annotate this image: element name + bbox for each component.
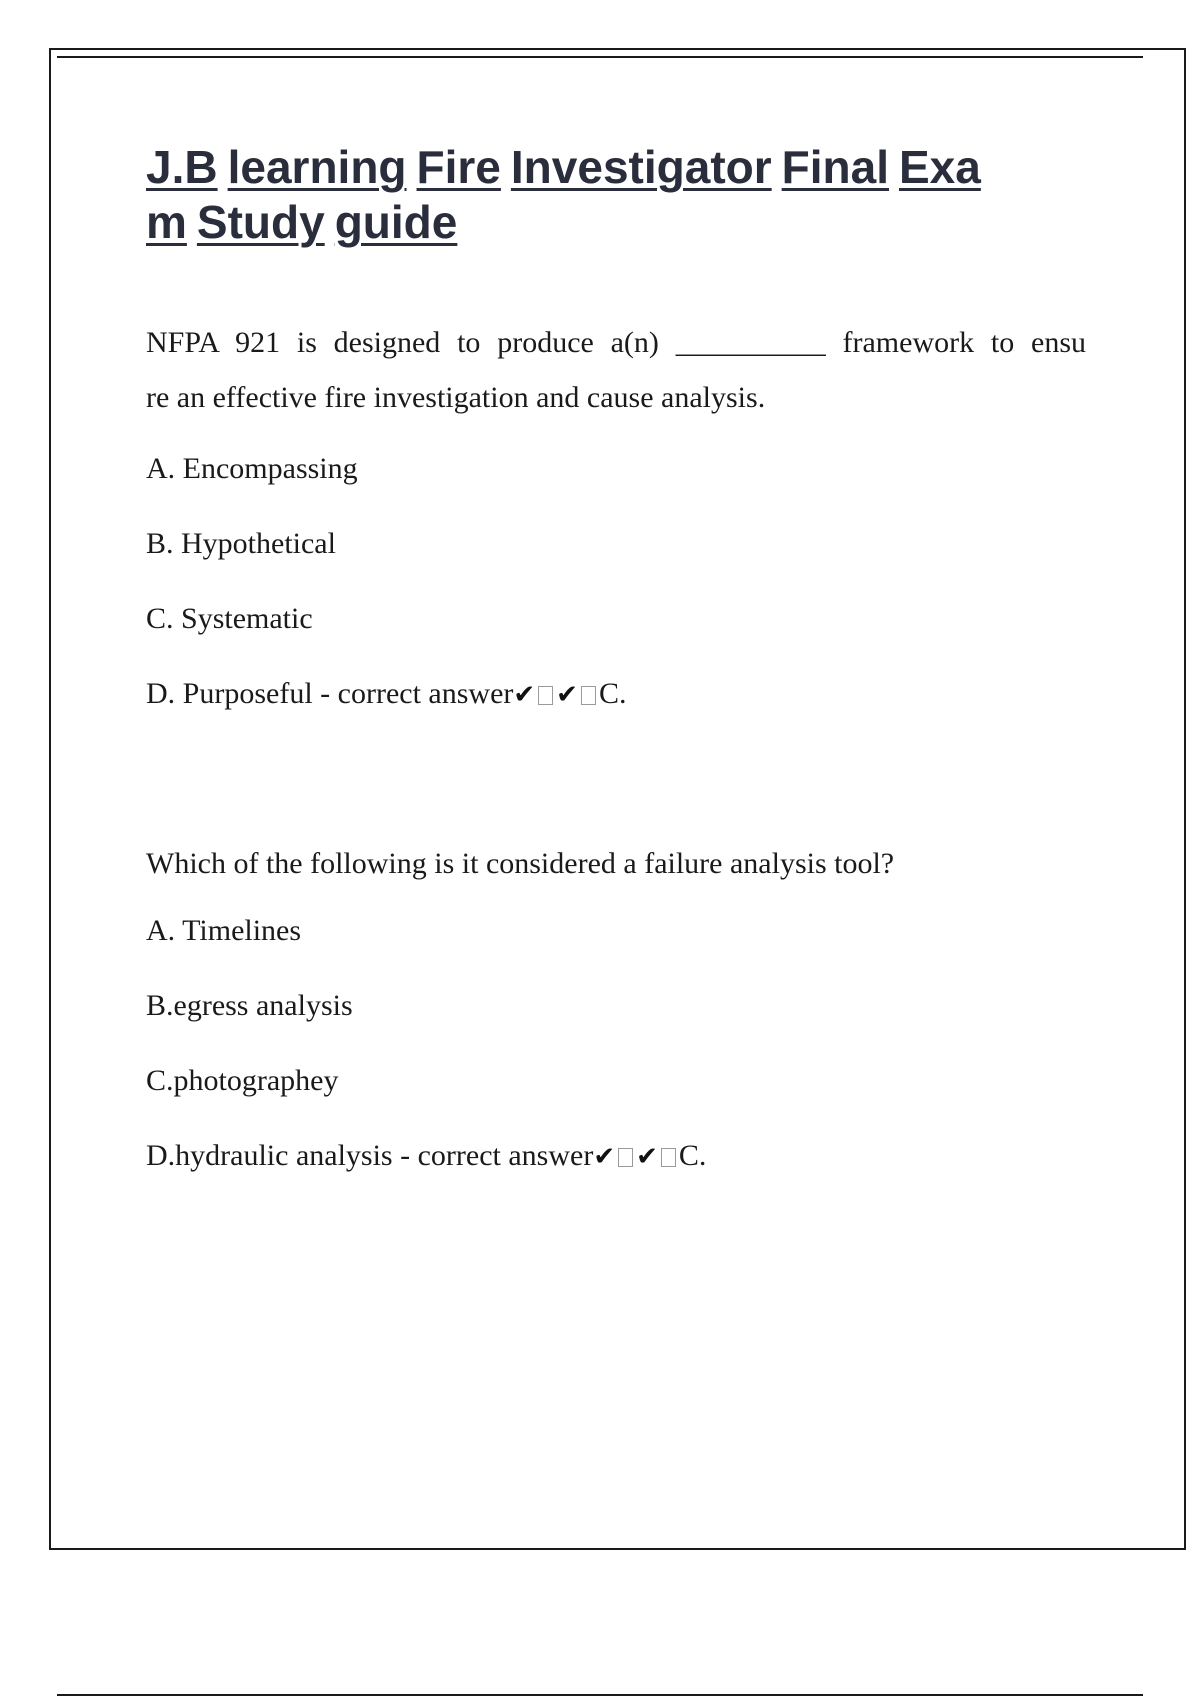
correct-answer-letter: C.	[678, 1139, 707, 1172]
question-2	[146, 836, 1086, 1174]
title-word: J.B	[146, 141, 218, 193]
empty-box-icon	[581, 686, 596, 705]
question-text-line: NFPA 921 is designed to produce a(n) __________ framework to ensu	[146, 326, 1086, 359]
bottom-rule	[57, 1694, 1143, 1696]
title-word: m	[146, 196, 187, 248]
option-a: A. Timelines	[146, 914, 302, 947]
option-a: A. Encompassing	[146, 452, 358, 485]
option-d-text: D.hydraulic analysis - correct answer	[146, 1139, 594, 1172]
title-line-2	[146, 195, 1086, 250]
option-b: B.egress analysis	[146, 989, 353, 1022]
question-text-line: re an effective fire investigation and cause analysis.	[146, 381, 766, 414]
checkmark-icon: ✔	[513, 680, 536, 710]
document-title	[146, 140, 1086, 250]
answer-options	[146, 914, 1086, 1174]
option-d-text: D. Purposeful - correct answer	[146, 677, 514, 710]
empty-box-icon	[618, 1148, 633, 1167]
title-line-1	[146, 140, 1086, 195]
document-body	[146, 140, 1086, 1174]
option-d	[146, 677, 1086, 712]
correct-answer-letter: C.	[598, 677, 627, 710]
title-word: Final	[781, 141, 889, 193]
answer-options	[146, 452, 1086, 712]
option-b: B. Hypothetical	[146, 527, 336, 560]
question-1	[146, 315, 1086, 712]
checkmark-icon: ✔	[556, 680, 578, 710]
option-c: C.photographey	[146, 1064, 339, 1097]
title-word: Study	[196, 196, 325, 248]
option-d	[146, 1139, 1086, 1174]
title-word: Fire	[416, 141, 501, 193]
title-word: Investigator	[510, 141, 772, 193]
top-rule	[57, 56, 1143, 58]
title-word: Exa	[898, 141, 981, 193]
option-c: C. Systematic	[146, 602, 313, 635]
title-word: guide	[334, 196, 458, 248]
empty-box-icon	[538, 686, 553, 705]
title-word: learning	[227, 141, 407, 193]
checkmark-icon: ✔	[636, 1142, 658, 1172]
checkmark-icon: ✔	[593, 1142, 616, 1172]
question-text: Which of the following is it considered a failure analysis tool?	[146, 847, 895, 880]
empty-box-icon	[661, 1148, 676, 1167]
question-text	[146, 315, 1086, 425]
